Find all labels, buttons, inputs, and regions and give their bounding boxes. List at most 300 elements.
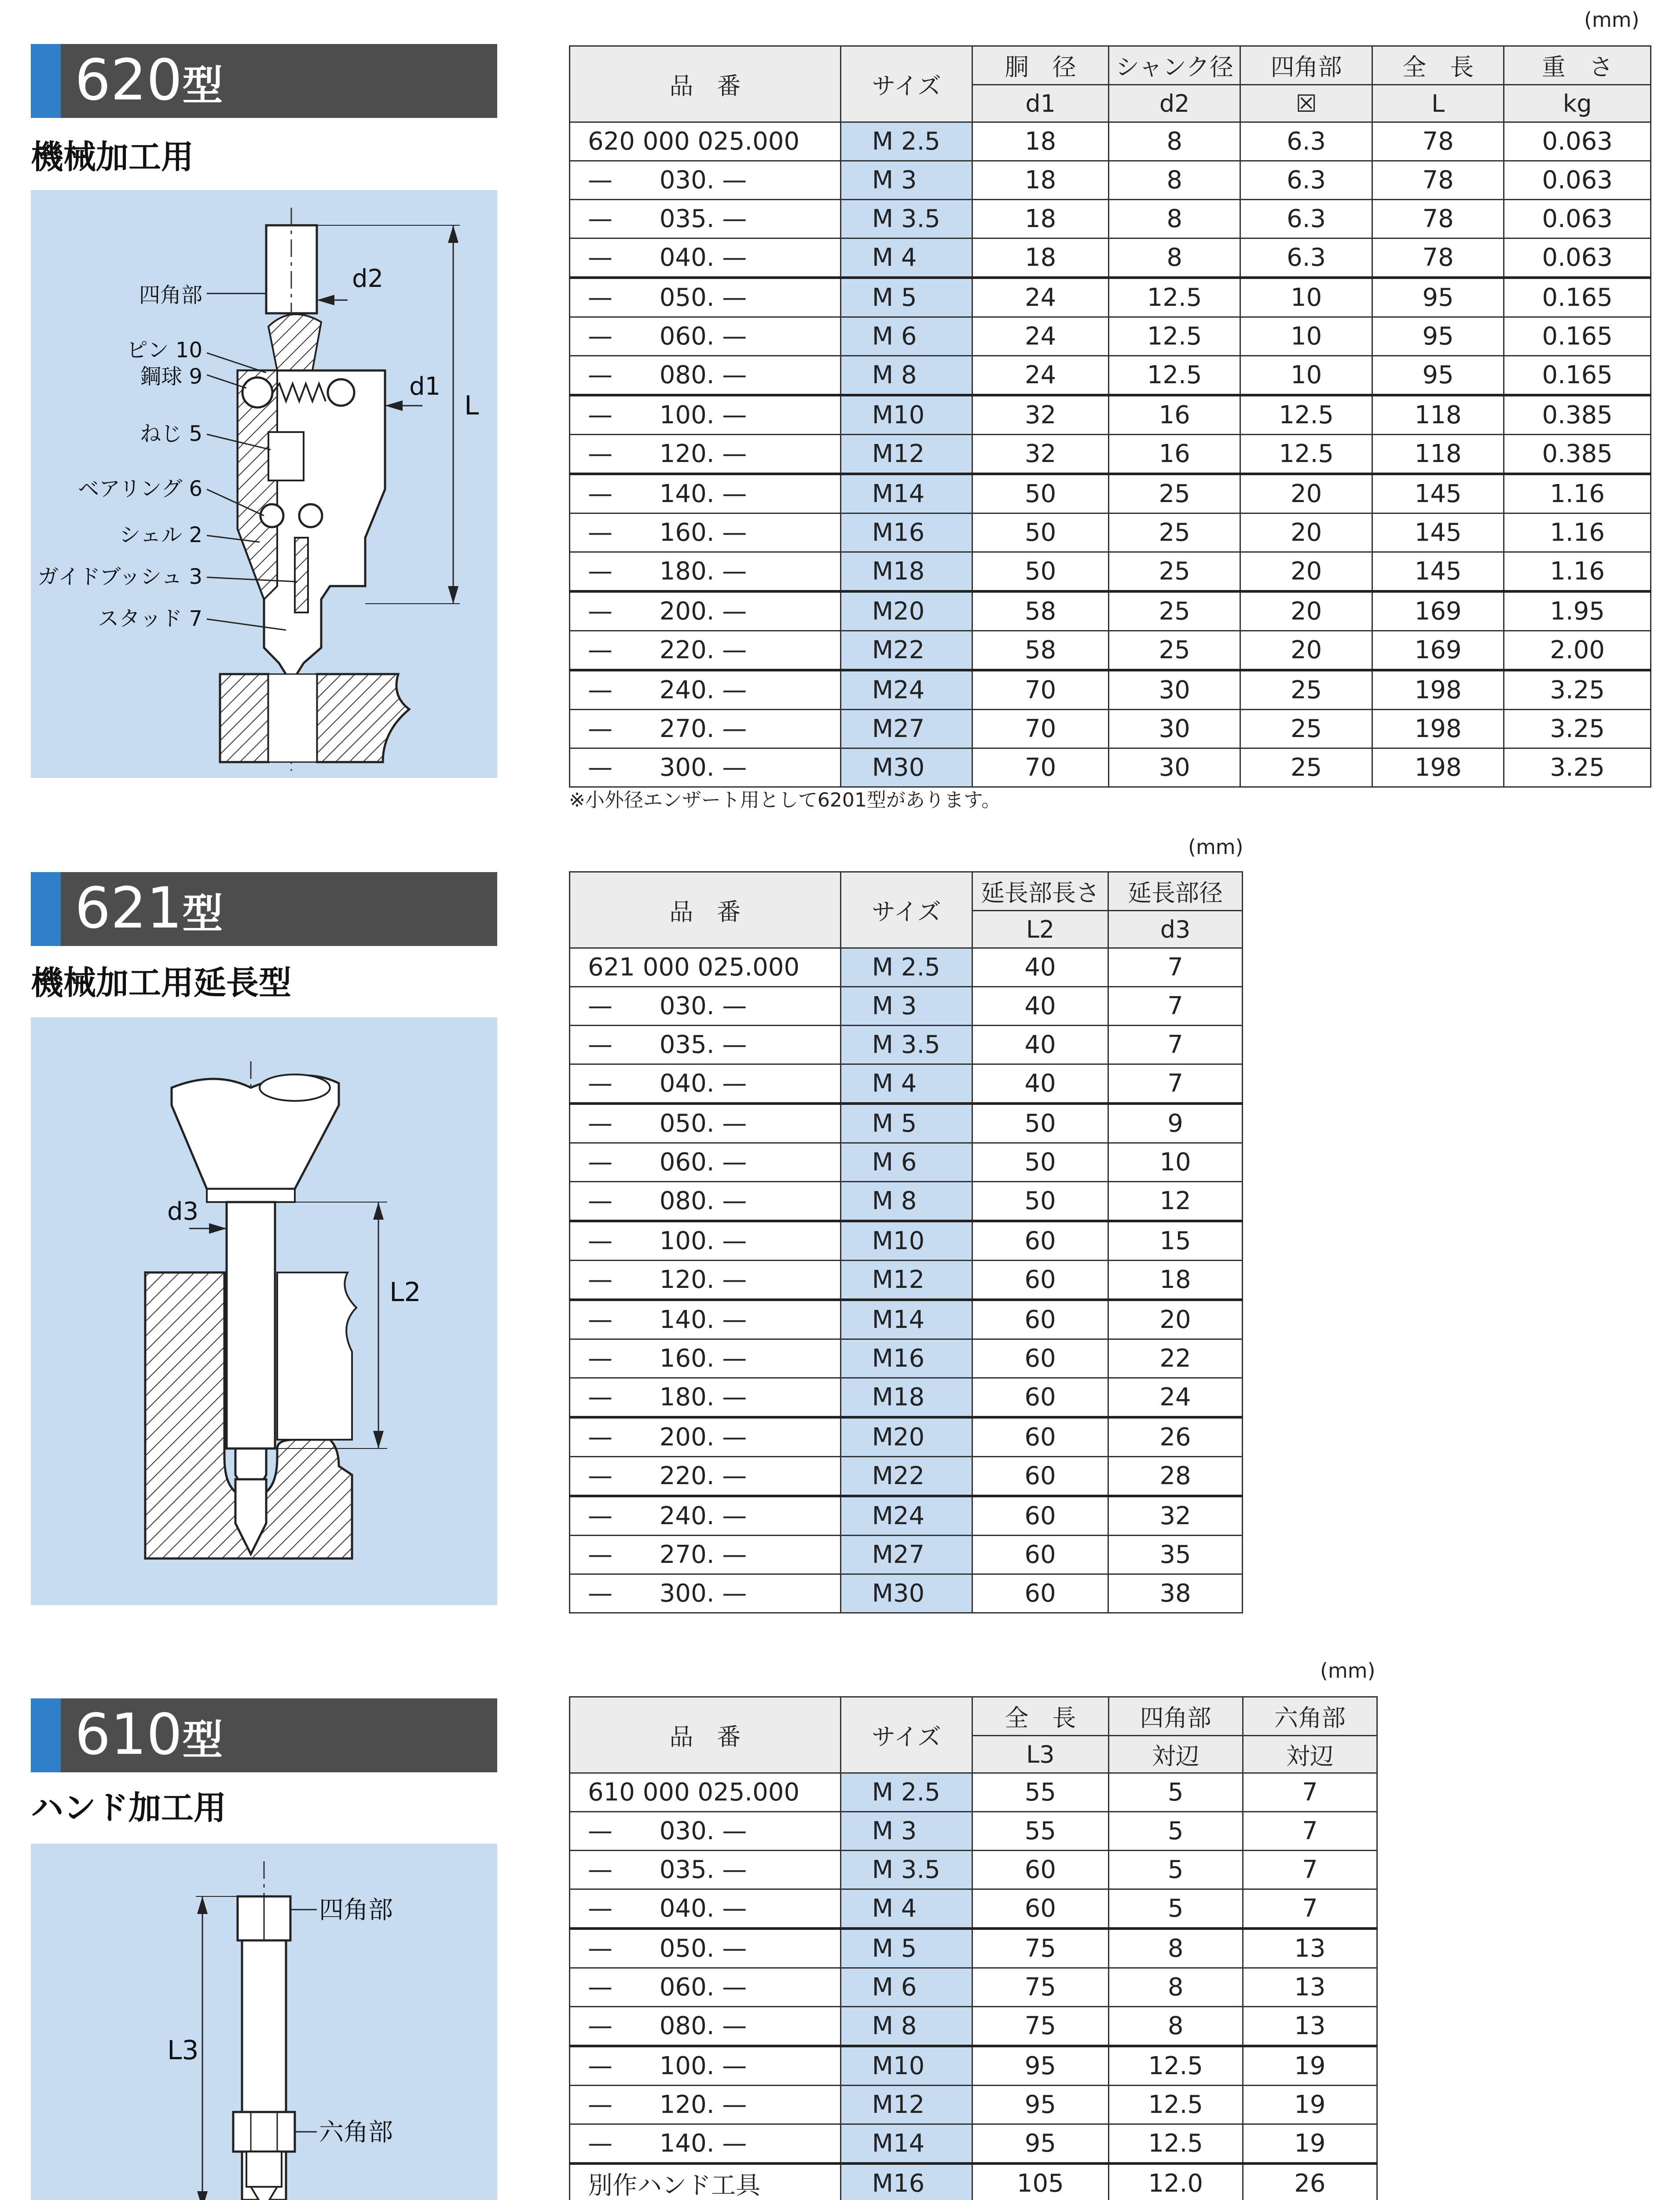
cell-value: 60	[972, 1417, 1108, 1457]
cell-value: 38	[1108, 1574, 1243, 1613]
table-row	[570, 1773, 1377, 1812]
tool-621-drawing	[31, 1017, 497, 1605]
cell-value: 60	[972, 1889, 1108, 1929]
table-row	[570, 1339, 1243, 1378]
label-pin: ピン 10	[126, 338, 202, 363]
cell-value: 7	[1108, 987, 1243, 1026]
cell-value: 58	[972, 591, 1108, 631]
cell-value: 55	[972, 1773, 1108, 1812]
cell-value: 26	[1243, 2163, 1377, 2200]
header-L3: L3	[972, 1736, 1108, 1773]
section-title-610	[31, 1698, 497, 1772]
cell-part-no: — 240. —	[570, 670, 841, 710]
header-part-no: 品 番	[570, 872, 841, 948]
header-size: サイズ	[840, 872, 972, 948]
cell-value: 20	[1240, 631, 1372, 671]
cell-value: 13	[1243, 1929, 1377, 1968]
table-row	[570, 317, 1651, 356]
cell-value: 0.063	[1504, 200, 1651, 238]
cell-value: 25	[1240, 748, 1372, 787]
cell-value: 18	[972, 122, 1108, 161]
table-row	[570, 591, 1651, 631]
cell-value: 95	[972, 2086, 1108, 2124]
cell-value: 10	[1108, 1143, 1243, 1182]
table-row	[570, 356, 1651, 396]
header-kg: kg	[1504, 85, 1651, 122]
cell-value: 30	[1108, 748, 1240, 787]
cell-size: M16	[840, 513, 972, 552]
cell-part-no: — 200. —	[570, 1417, 841, 1457]
cell-part-no: — 040. —	[570, 238, 841, 278]
cell-value: 50	[972, 552, 1108, 592]
cell-part-no: — 140. —	[570, 474, 841, 513]
cell-value: 12.5	[1108, 2046, 1243, 2086]
model-suffix: 型	[182, 62, 223, 109]
cell-value: 145	[1372, 474, 1504, 513]
table-row	[570, 474, 1651, 513]
label-hex: 六角部	[319, 2118, 393, 2147]
table-body-610	[570, 1773, 1377, 2200]
cell-value: 0.063	[1504, 161, 1651, 200]
cell-value: 18	[972, 200, 1108, 238]
cell-value: 50	[972, 1104, 1108, 1143]
cell-value: 60	[972, 1496, 1108, 1536]
cell-size: M27	[840, 710, 972, 748]
cell-part-no: — 140. —	[570, 2124, 841, 2164]
cell-value: 28	[1108, 1457, 1243, 1496]
cell-value: 10	[1240, 317, 1372, 356]
cell-value: 10	[1240, 356, 1372, 396]
cell-value: 78	[1372, 238, 1504, 278]
cell-value: 0.385	[1504, 435, 1651, 474]
cell-value: 18	[1108, 1261, 1243, 1300]
title-accent-bar	[31, 872, 61, 946]
cell-size: M18	[840, 552, 972, 592]
cell-part-no: — 200. —	[570, 591, 841, 631]
cell-value: 12.0	[1108, 2163, 1243, 2200]
cell-value: 8	[1108, 238, 1240, 278]
cell-value: 7	[1243, 1812, 1377, 1851]
model-number: 610	[75, 1702, 183, 1767]
header-d3: d3	[1108, 911, 1243, 948]
table-body-621	[570, 948, 1243, 1613]
table-row	[570, 1574, 1243, 1613]
cell-value: 60	[972, 1261, 1108, 1300]
cell-part-no: — 220. —	[570, 1457, 841, 1496]
cell-part-no: — 080. —	[570, 356, 841, 396]
cell-value: 12.5	[1108, 2086, 1243, 2124]
cell-value: 95	[1372, 317, 1504, 356]
label-square: 四角部	[319, 1896, 393, 1925]
cell-part-no: 610 000 025.000	[570, 1773, 841, 1812]
cell-size: M 8	[840, 2007, 972, 2046]
cell-part-no: — 180. —	[570, 1378, 841, 1418]
cell-value: 0.385	[1504, 395, 1651, 435]
section-subtitle-610: ハンド加工用	[31, 1789, 226, 1827]
table-row	[570, 948, 1243, 987]
cell-size: M14	[840, 2124, 972, 2164]
cell-size: M 5	[840, 278, 972, 317]
cell-part-no: — 220. —	[570, 631, 841, 671]
model-number: 621	[75, 876, 183, 941]
cell-value: 25	[1240, 710, 1372, 748]
cell-size: M 4	[840, 1889, 972, 1929]
table-body-620	[570, 122, 1651, 787]
cell-value: 24	[1108, 1378, 1243, 1418]
table-row	[570, 1929, 1377, 1968]
cell-value: 5	[1108, 1889, 1243, 1929]
model-suffix: 型	[182, 1716, 223, 1764]
cell-value: 50	[972, 513, 1108, 552]
table-row	[570, 1417, 1243, 1457]
cell-size: M 2.5	[840, 948, 972, 987]
cell-part-no: — 050. —	[570, 1929, 841, 1968]
cell-value: 198	[1372, 670, 1504, 710]
cell-value: 8	[1108, 2007, 1243, 2046]
cell-value: 19	[1243, 2086, 1377, 2124]
cell-part-no: — 120. —	[570, 435, 841, 474]
cell-value: 40	[972, 1026, 1108, 1064]
cell-value: 0.165	[1504, 317, 1651, 356]
cell-value: 7	[1243, 1773, 1377, 1812]
table-row	[570, 2086, 1377, 2124]
cell-part-no: — 240. —	[570, 1496, 841, 1536]
cell-value: 3.25	[1504, 748, 1651, 787]
cell-value: 0.165	[1504, 356, 1651, 396]
cell-value: 19	[1243, 2124, 1377, 2164]
header-body-dia: 胴 径	[972, 46, 1108, 85]
cell-size: M 6	[840, 1968, 972, 2007]
cell-value: 70	[972, 710, 1108, 748]
cell-size: M14	[840, 1300, 972, 1339]
cell-value: 3.25	[1504, 670, 1651, 710]
cell-value: 8	[1108, 1929, 1243, 1968]
cell-value: 12.5	[1108, 278, 1240, 317]
model-number: 620	[75, 48, 183, 113]
header-shank-dia: シャンク径	[1108, 46, 1240, 85]
cell-value: 1.16	[1504, 474, 1651, 513]
unit-label-610: (mm)	[1320, 1659, 1376, 1683]
header-size: サイズ	[840, 46, 972, 122]
cell-part-no: 621 000 025.000	[570, 948, 841, 987]
table-row	[570, 1143, 1243, 1182]
cell-part-no: — 120. —	[570, 2086, 841, 2124]
cell-value: 118	[1372, 435, 1504, 474]
note-620: ※小外径エンザート用として6201型があります。	[569, 789, 1001, 811]
cell-value: 50	[972, 474, 1108, 513]
cell-size: M 6	[840, 1143, 972, 1182]
spec-table-621	[569, 871, 1243, 1613]
cell-value: 0.063	[1504, 238, 1651, 278]
cell-size: M 3	[840, 987, 972, 1026]
label-L3: L3	[167, 2035, 199, 2066]
cell-value: 1.16	[1504, 552, 1651, 592]
table-row	[570, 2163, 1377, 2200]
table-row	[570, 1378, 1243, 1418]
table-row	[570, 122, 1651, 161]
unit-label-621: (mm)	[1188, 835, 1243, 859]
cell-value: 25	[1108, 474, 1240, 513]
cell-value: 16	[1108, 435, 1240, 474]
label-stud: スタッド 7	[98, 606, 202, 631]
cell-value: 7	[1108, 1064, 1243, 1104]
cell-part-no: — 060. —	[570, 1143, 841, 1182]
cell-value: 32	[972, 435, 1108, 474]
label-guide-bush: ガイドブッシュ 3	[37, 565, 202, 589]
cell-value: 145	[1372, 513, 1504, 552]
header-square: 四角部	[1108, 1697, 1243, 1736]
header-square: 四角部	[1240, 46, 1372, 85]
table-row	[570, 2046, 1377, 2086]
cell-size: M14	[840, 474, 972, 513]
cell-value: 12.5	[1108, 2124, 1243, 2164]
label-L: L	[464, 390, 479, 421]
table-row	[570, 513, 1651, 552]
cell-part-no: — 030. —	[570, 1812, 841, 1851]
header-part-no: 品 番	[570, 1697, 841, 1773]
cell-value: 105	[972, 2163, 1108, 2200]
cell-part-no: 620 000 025.000	[570, 122, 841, 161]
cell-part-no: — 080. —	[570, 2007, 841, 2046]
cell-size: M 8	[840, 356, 972, 396]
cell-value: 70	[972, 670, 1108, 710]
cell-part-no: — 035. —	[570, 1851, 841, 1889]
cell-value: 60	[972, 1536, 1108, 1574]
table-row	[570, 987, 1243, 1026]
table-row	[570, 552, 1651, 592]
cell-size: M24	[840, 670, 972, 710]
cell-part-no: — 140. —	[570, 1300, 841, 1339]
table-row	[570, 1812, 1377, 1851]
table-row	[570, 670, 1651, 710]
cell-value: 6.3	[1240, 161, 1372, 200]
cell-value: 12	[1108, 1182, 1243, 1221]
cell-size: M10	[840, 2046, 972, 2086]
table-row	[570, 631, 1651, 671]
section-subtitle-620: 機械加工用	[31, 138, 194, 176]
cell-value: 8	[1108, 161, 1240, 200]
cell-value: 1.16	[1504, 513, 1651, 552]
cell-size: M10	[840, 395, 972, 435]
label-ball: 鋼球 9	[140, 364, 202, 389]
table-row	[570, 710, 1651, 748]
section-title-621	[31, 872, 497, 946]
cell-part-no: — 040. —	[570, 1064, 841, 1104]
cell-part-no: — 120. —	[570, 1261, 841, 1300]
cell-value: 6.3	[1240, 200, 1372, 238]
cell-value: 7	[1108, 948, 1243, 987]
cell-value: 25	[1240, 670, 1372, 710]
cell-value: 5	[1108, 1812, 1243, 1851]
cell-value: 5	[1108, 1851, 1243, 1889]
cell-part-no: — 100. —	[570, 2046, 841, 2086]
cell-part-no: — 300. —	[570, 748, 841, 787]
cell-value: 20	[1108, 1300, 1243, 1339]
tool-620-drawing	[31, 190, 497, 778]
cell-value: 3.25	[1504, 710, 1651, 748]
cell-value: 1.95	[1504, 591, 1651, 631]
title-accent-bar	[31, 1698, 61, 1772]
cell-value: 60	[972, 1378, 1108, 1418]
cell-size: M10	[840, 1221, 972, 1261]
cell-value: 60	[972, 1300, 1108, 1339]
cell-value: 60	[972, 1457, 1108, 1496]
table-row	[570, 161, 1651, 200]
figure-621-diagram	[31, 1017, 497, 1605]
header-ext-length: 延長部長さ	[972, 872, 1108, 911]
cell-value: 6.3	[1240, 238, 1372, 278]
cell-value: 40	[972, 1064, 1108, 1104]
table-row	[570, 278, 1651, 317]
cell-value: 25	[1108, 513, 1240, 552]
table-row	[570, 1221, 1243, 1261]
cell-size: M24	[840, 1496, 972, 1536]
cell-value: 18	[972, 238, 1108, 278]
header-d1: d1	[972, 85, 1108, 122]
cell-value: 75	[972, 1929, 1108, 1968]
table-row	[570, 1457, 1243, 1496]
cell-value: 40	[972, 948, 1108, 987]
cell-value: 12.5	[1240, 395, 1372, 435]
cell-value: 95	[972, 2046, 1108, 2086]
cell-size: M 3.5	[840, 200, 972, 238]
cell-value: 35	[1108, 1536, 1243, 1574]
cell-value: 60	[972, 1851, 1108, 1889]
table-row	[570, 1026, 1243, 1064]
table-row	[570, 200, 1651, 238]
header-hex-flats: 対辺	[1243, 1736, 1377, 1773]
cell-value: 7	[1108, 1026, 1243, 1064]
cell-value: 7	[1243, 1851, 1377, 1889]
spec-table-610	[569, 1696, 1378, 2200]
header-hex: 六角部	[1243, 1697, 1377, 1736]
cell-value: 6.3	[1240, 122, 1372, 161]
cell-value: 10	[1240, 278, 1372, 317]
cell-part-no: — 100. —	[570, 395, 841, 435]
spec-table-620	[569, 45, 1651, 788]
header-part-no: 品 番	[570, 46, 841, 122]
cell-value: 118	[1372, 395, 1504, 435]
header-size: サイズ	[840, 1697, 972, 1773]
cell-size: M12	[840, 435, 972, 474]
table-row	[570, 1064, 1243, 1104]
table-row	[570, 748, 1651, 787]
cell-value: 16	[1108, 395, 1240, 435]
cell-value: 22	[1108, 1339, 1243, 1378]
cell-part-no: — 035. —	[570, 200, 841, 238]
header-length: 全 長	[972, 1697, 1108, 1736]
cell-part-no: — 270. —	[570, 710, 841, 748]
cell-value: 55	[972, 1812, 1108, 1851]
cell-value: 78	[1372, 122, 1504, 161]
cell-size: M 4	[840, 238, 972, 278]
cell-value: 30	[1108, 670, 1240, 710]
cell-value: 15	[1108, 1221, 1243, 1261]
cell-value: 20	[1240, 552, 1372, 592]
cell-value: 7	[1243, 1889, 1377, 1929]
cell-value: 25	[1108, 631, 1240, 671]
cell-value: 13	[1243, 1968, 1377, 2007]
header-L: L	[1372, 85, 1504, 122]
table-row	[570, 1851, 1377, 1889]
cell-part-no: — 030. —	[570, 161, 841, 200]
header-length: 全 長	[1372, 46, 1504, 85]
cell-value: 169	[1372, 631, 1504, 671]
cell-value: 9	[1108, 1104, 1243, 1143]
cell-size: M16	[840, 1339, 972, 1378]
section-subtitle-621: 機械加工用延長型	[31, 964, 291, 1002]
cell-value: 0.063	[1504, 122, 1651, 161]
table-row	[570, 2124, 1377, 2164]
table-row	[570, 1104, 1243, 1143]
cell-value: 32	[972, 395, 1108, 435]
cell-value: 78	[1372, 161, 1504, 200]
section-title-620	[31, 44, 497, 118]
header-ext-dia: 延長部径	[1108, 872, 1243, 911]
cell-part-no: — 040. —	[570, 1889, 841, 1929]
cell-part-no: — 030. —	[570, 987, 841, 1026]
table-row	[570, 1889, 1377, 1929]
cell-value: 60	[972, 1574, 1108, 1613]
cell-size: M22	[840, 1457, 972, 1496]
figure-620-diagram	[31, 190, 497, 778]
cell-part-no: — 060. —	[570, 1968, 841, 2007]
cell-value: 32	[1108, 1496, 1243, 1536]
cell-value: 70	[972, 748, 1108, 787]
header-d2: d2	[1108, 85, 1240, 122]
cell-value: 95	[972, 2124, 1108, 2164]
cell-size: M20	[840, 591, 972, 631]
header-square-flats: 対辺	[1108, 1736, 1243, 1773]
cell-value: 169	[1372, 591, 1504, 631]
figure-610-diagram	[31, 1844, 497, 2200]
cell-size: M 8	[840, 1182, 972, 1221]
cell-value: 145	[1372, 552, 1504, 592]
label-d1: d1	[409, 372, 441, 401]
table-row	[570, 1496, 1243, 1536]
cell-size: M20	[840, 1417, 972, 1457]
cell-size: M12	[840, 1261, 972, 1300]
cell-value: 95	[1372, 278, 1504, 317]
label-d3: d3	[167, 1197, 199, 1226]
title-accent-bar	[31, 44, 61, 118]
cell-size: M12	[840, 2086, 972, 2124]
cell-part-no: — 160. —	[570, 1339, 841, 1378]
cell-value: 40	[972, 987, 1108, 1026]
model-suffix: 型	[182, 890, 223, 937]
cell-size: M30	[840, 1574, 972, 1613]
cell-value: 30	[1108, 710, 1240, 748]
table-row	[570, 1300, 1243, 1339]
cell-value: 20	[1240, 474, 1372, 513]
cell-part-no: — 060. —	[570, 317, 841, 356]
cell-value: 12.5	[1108, 317, 1240, 356]
label-shell: シェル 2	[119, 523, 202, 547]
cell-value: 25	[1108, 552, 1240, 592]
cell-value: 78	[1372, 200, 1504, 238]
label-square: 四角部	[139, 283, 202, 308]
cell-part-no: — 035. —	[570, 1026, 841, 1064]
cell-part-no: — 050. —	[570, 278, 841, 317]
cell-value: 8	[1108, 200, 1240, 238]
cell-part-no: — 160. —	[570, 513, 841, 552]
cell-part-no: — 080. —	[570, 1182, 841, 1221]
cell-value: 0.165	[1504, 278, 1651, 317]
cell-size: M 5	[840, 1929, 972, 1968]
cell-value: 8	[1108, 122, 1240, 161]
label-bearing: ベアリング 6	[78, 477, 202, 501]
table-row	[570, 1536, 1243, 1574]
